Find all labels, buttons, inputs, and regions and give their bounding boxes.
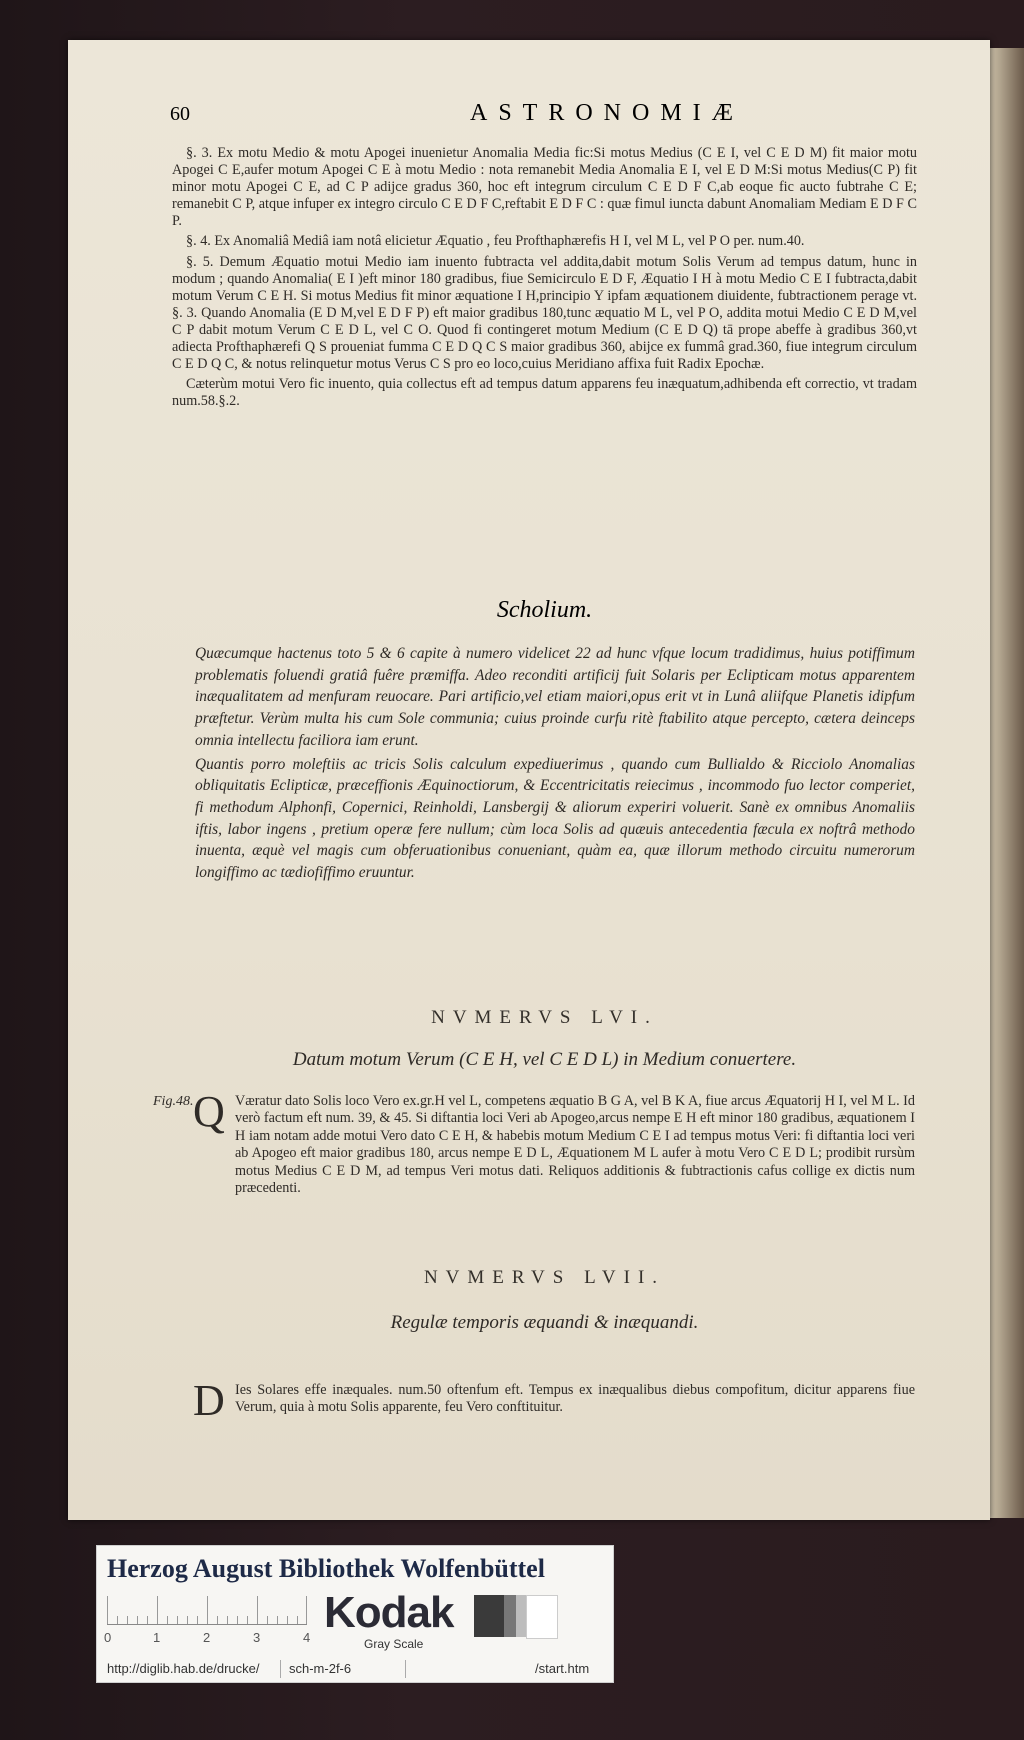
page-title: ASTRONOMIÆ [470, 100, 745, 126]
scholium-text [195, 643, 915, 886]
scholium-paragraph: Quæcumque hactenus toto 5 & 6 capite à numero videlicet 22 ad hunc vfque locum tradidimus, huius potiffimum problematis foluendi gratiâ fuêre præmiffa. Adeo reconditi artificij fuit Solaris per Eclipticam motus apparentem inæqualitatem ad menfuram reuocare. Pari artificio,vel etiam maiori,opus erit vt in Lunâ aliifque Planetis idipfum præftetur. Verùm multa his cum Sole communia; cuius proinde curfu ritè ftabilito atque percepto, cætera deinceps omnia intellectu faciliora iam erunt. [195, 645, 915, 749]
numerus-57-heading: NVMERVS LVII. [423, 1267, 666, 1288]
swatch-light [516, 1595, 526, 1637]
ruler-number: 3 [253, 1630, 261, 1645]
ruler-number: 4 [303, 1630, 311, 1645]
start-link: /start.htm [535, 1661, 590, 1676]
numerus-57-text [193, 1376, 915, 1425]
numerus-56-title: Datum motum Verum (C E H, vel C E D L) in Medium conuertere. [292, 1049, 797, 1070]
scholium-heading: Scholium. [496, 597, 593, 623]
numerus-56-text [193, 1087, 915, 1197]
paragraph-3: §. 3. Ex motu Medio & motu Apogei inuenietur Anomalia Media fic:Si motus Medius (C E I, vel C E D M) fit maior motu Apogei C E,aufer motum Apogei C E à motu Medio : nota remanebit Media Anomalia E I, vel E D M:Si motus Medius(C P) fit minor motu Apogei C E, ad C P adijce gradus 360, hoc eft integrum circulum C E D F C,ab eoque fic aucto fubtrahe C E; remanebit C P, atque infuper ex integro circulo C E D F C,reftabit E D F C : quæ fimul iuncta dabunt Anomaliam Mediam E D F C P. [172, 145, 917, 230]
numerus-56-heading: NVMERVS LVI. [431, 1007, 658, 1028]
library-color-bar [96, 1545, 614, 1683]
drop-cap: D [193, 1376, 225, 1425]
numerus-57-body: Ies Solares effe inæquales. num.50 oftenfum eft. Tempus ex inæqualibus diebus compofitum, dicitur apparens fiue Verum, quia à motu Solis apparente, feu Vero conftituitur. [235, 1382, 915, 1416]
drop-cap: Q [193, 1087, 225, 1136]
paragraph-4: §. 4. Ex Anomaliâ Mediâ iam notâ elicietur Æquatio , feu Profthaphærefis H I, vel M L, vel P O per. num.40. [186, 233, 805, 250]
ruler-number: 1 [153, 1630, 161, 1645]
paragraph-5: §. 5. Demum Æquatio motui Medio iam inuento fubtracta vel addita,dabit motum Solis Verum ad tempus datum, hunc in modum ; quando Anomalia( E I )eft minor 180 gradibus, fiue Semicirculo E D F, Æquatio I H à motu Medio C E I fubtracta,dabit motum Verum C E H. Si motus Medius fit minor æquatione I H,principio Y ipfam æquationem diuidente, fubtractionem perage vt. §. 3. Quando Anomalia (E D M,vel E D F P) eft maior gradibus 180,tunc æquatio M L, vel P O, addita motui Medio C E D M,vel C P dabit motum Verum C E D L, vel C O. Quod fi contingeret motum Medium (C E D Q) tā prope abeffe à gradibus 360,vt adiecta Profthaphærefi Q S proueniat fumma C E D Q C S maior gradibus 360, abijce ex fummâ grad.360, fiue integrum circulum C E D Q C, & notus relinquetur motus Verus C S pro eo loco,cuius Meridiano affixa fuit Radix Epochæ. [172, 253, 917, 373]
shelfmark: sch-m-2f-6 [289, 1661, 352, 1676]
main-text [172, 145, 917, 413]
ruler-scale [107, 1596, 307, 1625]
numerus-57-title: Regulæ temporis æquandi & inæquandi. [390, 1312, 699, 1333]
page-number: 60 [170, 103, 190, 125]
numerus-56-body: Væratur dato Solis loco Vero ex.gr.H vel L, competens æquatio B G A, vel B K A, fiue arcus Æquatorij H I, vel M L. Id verò factum eft num. 39, & 45. Si diftantia loci Veri ab Apogeo,arcus nempe E H eft minor 180 gradibus, æquationem I H iam notam adde motui Vero dato C E H, & habebis motum Medium C E I ad tempus motus Veri: fi diftantia loci veri ab Apogeo eft maior gradibus 180, arcus nempe E D L, Æquationem M L aufer à motu Vero C E D L; prodibit rursùm motus Medius C E D M, ad tempus Veri motus dati. Reliquos additionis & fubtractionis cafus collige ex dictis num præcedenti. [235, 1093, 915, 1197]
library-url: http://diglib.hab.de/drucke/ [107, 1661, 260, 1676]
swatch-white [526, 1595, 558, 1639]
swatch-dark [474, 1595, 504, 1637]
kodak-logo: Kodak [324, 1588, 454, 1637]
url-row [97, 1656, 613, 1682]
gray-scale-label: Gray Scale [364, 1637, 424, 1651]
paragraph-correction: Cæterùm motui Vero fic inuento, quia collectus eft ad tempus datum apparens feu inæquatum,adhibenda eft correctio, vt tradam num.58.§.2. [172, 376, 917, 410]
ruler-number: 0 [104, 1630, 112, 1645]
figure-reference: Fig.48. [153, 1094, 194, 1109]
ruler-number: 2 [203, 1630, 211, 1645]
scholium-paragraph: Quantis porro moleftiis ac tricis Solis calculum expediuerimus , quando cum Bullialdo & Ricciolo Anomalias obliquitatis Eclipticæ, præceffionis Æquinoctiorum, & Eccentricitatis reiecimus , incommodo fuo lector comperiet, fi methodum Alphonfi, Copernici, Reinholdi, Lansbergij & aliorum experiri voluerit. Sanè ex omnibus Anomaliis iftis, labor ingens , pretium operæ fere nullum; cùm loca Solis ad quæuis antecedentia fæcula ex noftrâ methodo inuenta, æquè vel magis cum obferuationibus conueniant, quàm ea, quæ illorum methodo circuitu numerorum longiffimo ac tædiofiffimo eruuntur. [195, 755, 915, 882]
swatch-mid [504, 1595, 516, 1637]
library-name: Herzog August Bibliothek Wolfenbüttel [107, 1554, 545, 1583]
